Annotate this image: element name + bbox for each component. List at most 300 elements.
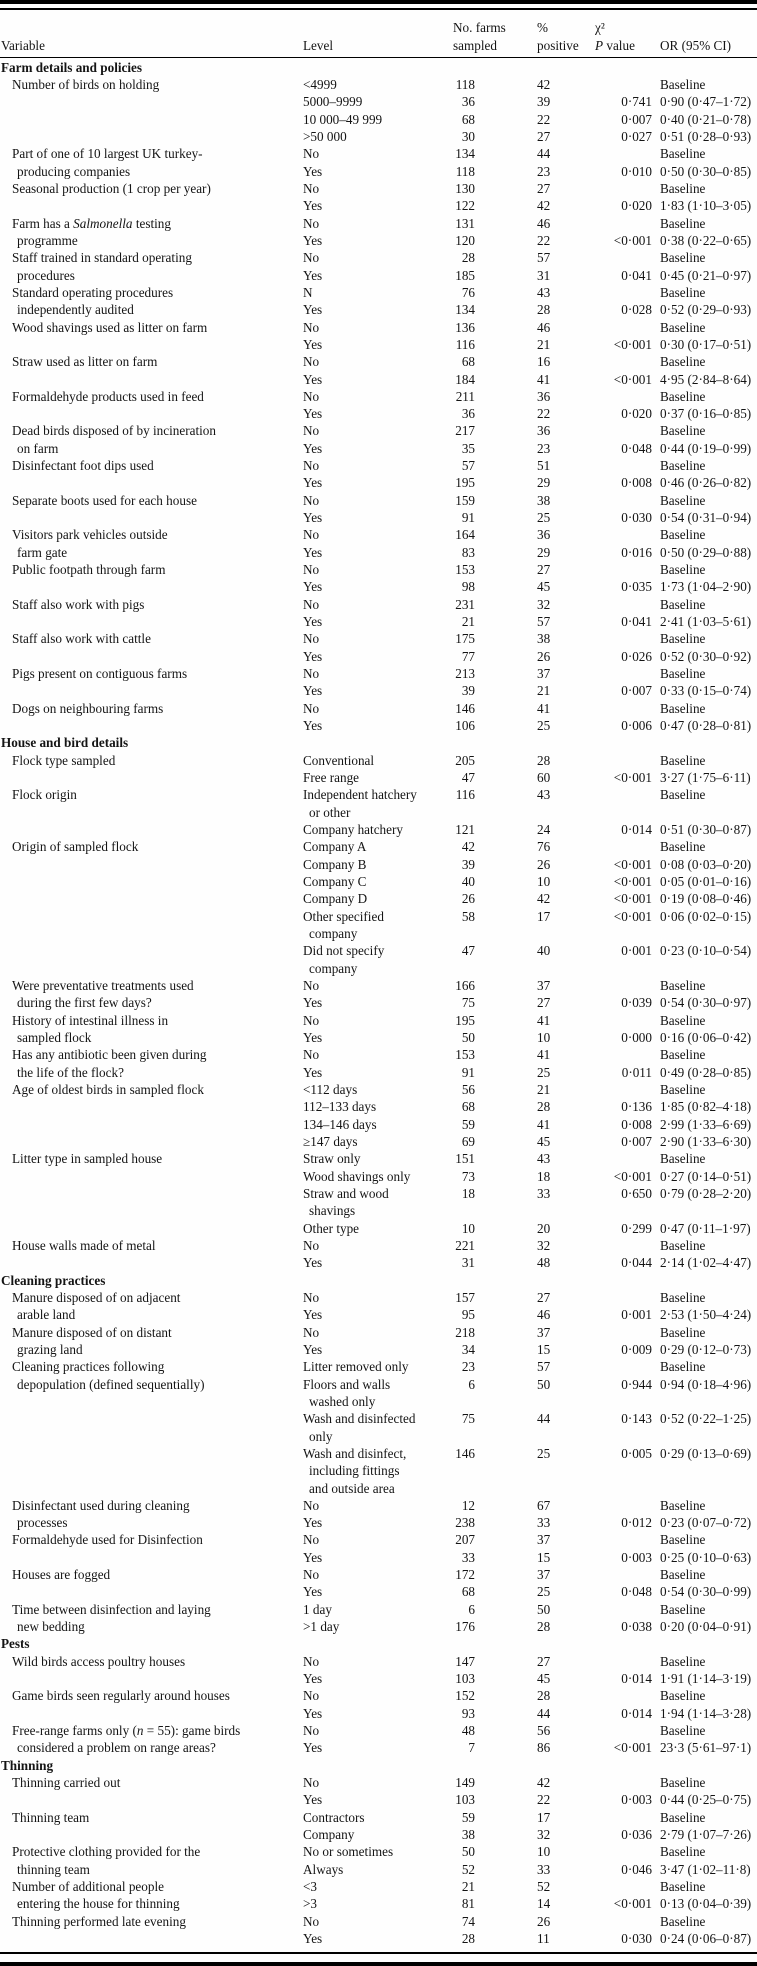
p-value-cell: [570, 838, 652, 855]
percent-positive-cell: 27: [537, 1653, 551, 1669]
p-value-cell: [570, 526, 652, 543]
percent-positive-cell: 37: [537, 666, 551, 682]
odds-ratio-cell: 0·29 (0·13–0·69): [660, 1445, 752, 1461]
variable-cell: independently audited: [17, 302, 134, 318]
farms-sampled-cell: 47: [461, 770, 475, 786]
table-row: [0, 215, 757, 232]
percent-positive-cell: 76: [537, 839, 551, 855]
percent-positive-cell: 43: [537, 284, 551, 300]
p-value-cell: [570, 353, 652, 370]
farms-sampled-cell: 91: [461, 510, 475, 526]
p-value-cell: [570, 1202, 652, 1219]
level-cell: >1 day: [303, 1619, 340, 1635]
percent-positive-cell: 42: [537, 891, 551, 907]
table-row: [0, 371, 757, 388]
p-value-cell: 0·001: [621, 1307, 652, 1323]
variable-cell: [0, 873, 303, 890]
level-cell: Yes: [303, 336, 323, 352]
farms-sampled-cell: 50: [461, 1029, 475, 1045]
percent-positive-cell: 23: [537, 440, 551, 456]
level-cell: and outside area: [309, 1480, 395, 1496]
level-cell: Company B: [303, 856, 367, 872]
table-row: [0, 1878, 757, 1895]
col-header-chi-line2: P value: [595, 37, 635, 53]
table-row: [0, 1549, 757, 1566]
p-value-cell: [570, 1653, 652, 1670]
farms-sampled-cell: 134: [455, 302, 475, 318]
odds-ratio-cell: 0·24 (0·06–0·87): [660, 1931, 752, 1947]
variable-cell: [0, 682, 303, 699]
odds-ratio-cell: 1·91 (1·14–3·19): [660, 1671, 752, 1687]
p-value-cell: 0·944: [621, 1376, 652, 1392]
farms-sampled-cell: 218: [455, 1324, 475, 1340]
variable-cell: [0, 717, 303, 734]
table-row: [0, 890, 757, 907]
level-cell: Other type: [303, 1220, 360, 1236]
p-value-cell: 0·048: [621, 1584, 652, 1600]
odds-ratio-cell: Baseline: [660, 284, 706, 300]
odds-ratio-cell: Baseline: [660, 562, 706, 578]
table-row: [0, 1531, 757, 1548]
farms-sampled-cell: 106: [455, 718, 475, 734]
p-value-cell: 0·014: [621, 822, 652, 838]
farms-sampled-cell: 7: [468, 1740, 475, 1756]
level-cell: Yes: [303, 1341, 323, 1357]
percent-positive-cell: 25: [537, 1584, 551, 1600]
farms-sampled-cell: 40: [461, 874, 475, 890]
odds-ratio-cell: 0·38 (0·22–0·65): [660, 232, 752, 248]
percent-positive-cell: [475, 960, 570, 977]
odds-ratio-cell: 0·23 (0·07–0·72): [660, 1515, 752, 1531]
variable-cell: [0, 1168, 303, 1185]
percent-positive-cell: 46: [537, 215, 551, 231]
level-cell: No: [303, 1775, 320, 1791]
p-value-cell: 0·008: [621, 1116, 652, 1132]
percent-positive-cell: 22: [537, 232, 551, 248]
level-cell: 10 000–49 999: [303, 111, 383, 127]
table-row: [0, 1809, 757, 1826]
level-cell: No or sometimes: [303, 1844, 394, 1860]
table-row: [0, 1791, 757, 1808]
farms-sampled-cell: 73: [461, 1168, 475, 1184]
variable-cell: [0, 128, 303, 145]
p-value-cell: 0·012: [621, 1515, 652, 1531]
farms-sampled-cell: 172: [455, 1567, 475, 1583]
farms-sampled-cell: 153: [455, 562, 475, 578]
percent-positive-cell: 16: [537, 354, 551, 370]
odds-ratio-cell: 2·14 (1·02–4·47): [660, 1255, 752, 1271]
col-header-chi-square-p-value: [570, 19, 652, 54]
odds-ratio-cell: 0·51 (0·30–0·87): [660, 822, 752, 838]
farms-sampled-cell: 121: [455, 822, 475, 838]
table-row: [0, 1358, 757, 1375]
p-value-cell: <0·001: [613, 1168, 652, 1184]
farms-sampled-cell: 36: [461, 94, 475, 110]
variable-cell: [0, 578, 303, 595]
level-cell: No: [303, 146, 320, 162]
farms-sampled-cell: 153: [455, 1047, 475, 1063]
variable-cell: [0, 1445, 303, 1462]
level-cell: Litter removed only: [303, 1359, 409, 1375]
odds-ratio-cell: 1·94 (1·14–3·28): [660, 1705, 752, 1721]
farms-sampled-cell: 6: [468, 1601, 475, 1617]
level-cell: No: [303, 977, 320, 993]
table-row: [0, 76, 757, 93]
percent-positive-cell: 50: [537, 1376, 551, 1392]
table-row: [0, 93, 757, 110]
level-cell: >3: [303, 1896, 318, 1912]
percent-positive-cell: 10: [537, 1029, 551, 1045]
odds-ratio-cell: 0·52 (0·22–1·25): [660, 1411, 752, 1427]
farms-sampled-cell: 118: [455, 76, 475, 92]
level-cell: No: [303, 596, 320, 612]
table-row: [0, 457, 757, 474]
farms-sampled-cell: 68: [461, 111, 475, 127]
percent-positive-cell: 15: [537, 1549, 551, 1565]
farms-sampled-cell: [440, 1393, 475, 1410]
table-row: [0, 1324, 757, 1341]
variable-cell: Thinning team: [12, 1809, 90, 1825]
variable-cell: [0, 890, 303, 907]
farms-sampled-cell: 36: [461, 406, 475, 422]
table-row: [0, 197, 757, 214]
odds-ratio-cell: Baseline: [660, 839, 706, 855]
level-cell: No: [303, 1532, 320, 1548]
farms-sampled-cell: 33: [461, 1549, 475, 1565]
farms-sampled-cell: 59: [461, 1116, 475, 1132]
table-row: [0, 128, 757, 145]
percent-positive-cell: 57: [537, 1359, 551, 1375]
farms-sampled-cell: 23: [461, 1359, 475, 1375]
odds-ratio-cell: 0·37 (0·16–0·85): [660, 406, 752, 422]
variable-cell: Wood shavings used as litter on farm: [12, 319, 208, 335]
variable-cell: Flock origin: [12, 787, 77, 803]
percent-positive-cell: 57: [537, 614, 551, 630]
p-value-cell: 0·028: [621, 302, 652, 318]
percent-positive-cell: 18: [537, 1168, 551, 1184]
percent-positive-cell: 45: [537, 579, 551, 595]
farms-sampled-cell: 52: [461, 1861, 475, 1877]
farms-sampled-cell: 231: [455, 596, 475, 612]
variable-cell: [0, 1098, 303, 1115]
percent-positive-cell: 25: [537, 718, 551, 734]
level-cell: company: [309, 960, 358, 976]
level-cell: Wash and disinfect,: [303, 1445, 407, 1461]
farms-sampled-cell: 175: [455, 631, 475, 647]
level-cell: No: [303, 423, 320, 439]
odds-ratio-cell: Baseline: [660, 527, 706, 543]
variable-cell: [0, 1185, 303, 1202]
variable-cell: Separate boots used for each house: [12, 492, 197, 508]
variable-cell: [0, 1133, 303, 1150]
table-row: [0, 561, 757, 578]
odds-ratio-cell: 1·83 (1·10–3·05): [660, 198, 752, 214]
col-header-positive-line2: positive: [537, 37, 579, 53]
table-row: [0, 1462, 757, 1479]
table-row: [0, 1445, 757, 1462]
variable-cell: the life of the flock?: [17, 1064, 124, 1080]
p-value-cell: [570, 1843, 652, 1860]
variable-cell: entering the house for thinning: [17, 1896, 180, 1912]
level-cell: No: [303, 1913, 320, 1929]
percent-positive-cell: 45: [537, 1671, 551, 1687]
percent-positive-cell: 42: [537, 198, 551, 214]
p-value-cell: 0·006: [621, 718, 652, 734]
odds-ratio-cell: 0·51 (0·28–0·93): [660, 128, 752, 144]
level-cell: Straw only: [303, 1151, 361, 1167]
farms-sampled-cell: 116: [455, 336, 475, 352]
percent-positive-cell: 48: [537, 1255, 551, 1271]
level-cell: No: [303, 180, 320, 196]
p-value-cell: 0·044: [621, 1255, 652, 1271]
table-row: [0, 1861, 757, 1878]
variable-cell: new bedding: [17, 1619, 85, 1635]
farms-sampled-cell: 68: [461, 1584, 475, 1600]
p-value-cell: 0·650: [621, 1185, 652, 1201]
table-row: [0, 648, 757, 665]
percent-positive-cell: 40: [537, 943, 551, 959]
p-value-cell: [570, 1428, 652, 1445]
variable-cell: [0, 856, 303, 873]
col-header-chi-line1: χ²: [595, 20, 605, 36]
col-header-positive-line1: %: [537, 20, 548, 36]
variable-cell: Number of additional people: [12, 1879, 164, 1895]
level-cell: No: [303, 215, 320, 231]
p-value-cell: 0·010: [621, 163, 652, 179]
variable-cell: [0, 613, 303, 630]
variable-cell: [0, 1220, 303, 1237]
variable-cell: [0, 1428, 303, 1445]
farms-sampled-cell: 147: [455, 1653, 475, 1669]
farms-sampled-cell: 207: [455, 1532, 475, 1548]
level-cell: Yes: [303, 475, 323, 491]
odds-ratio-cell: Baseline: [660, 1324, 706, 1340]
farms-sampled-cell: 217: [455, 423, 475, 439]
variable-cell: [0, 509, 303, 526]
percent-positive-cell: 26: [537, 1913, 551, 1929]
farms-sampled-cell: 120: [455, 232, 475, 248]
p-value-cell: [570, 1237, 652, 1254]
p-value-cell: 0·007: [621, 111, 652, 127]
farms-sampled-cell: 42: [461, 839, 475, 855]
variable-cell: producing companies: [17, 163, 131, 179]
level-cell: No: [303, 1723, 320, 1739]
table-row: [0, 422, 757, 439]
level-cell: Yes: [303, 579, 323, 595]
odds-ratio-cell: Baseline: [660, 1289, 706, 1305]
col-header-level-label: Level: [303, 37, 334, 53]
level-cell: Yes: [303, 198, 323, 214]
percent-positive-cell: 37: [537, 1567, 551, 1583]
variable-cell: Public footpath through farm: [12, 562, 166, 578]
variable-cell: Farm has a Salmonella testing: [12, 215, 171, 231]
odds-ratio-cell: 0·54 (0·30–0·99): [660, 1584, 752, 1600]
odds-ratio-cell: Baseline: [660, 787, 706, 803]
odds-ratio-cell: Baseline: [660, 1012, 706, 1028]
level-cell: Yes: [303, 302, 323, 318]
odds-ratio-cell: 0·50 (0·29–0·88): [660, 544, 752, 560]
farms-sampled-cell: 152: [455, 1688, 475, 1704]
farms-sampled-cell: 195: [455, 1012, 475, 1028]
p-value-cell: 0·035: [621, 579, 652, 595]
table-row: [0, 1895, 757, 1912]
odds-ratio-cell: 4·95 (2·84–8·64): [660, 371, 752, 387]
table-row: [0, 1289, 757, 1306]
percent-positive-cell: 51: [537, 458, 551, 474]
level-cell: Other specified: [303, 908, 384, 924]
p-value-cell: [570, 665, 652, 682]
table-row: [0, 1739, 757, 1756]
percent-positive-cell: 41: [537, 700, 551, 716]
percent-positive-cell: 27: [537, 995, 551, 1011]
percent-positive-cell: 36: [537, 527, 551, 543]
p-value-cell: 0·003: [621, 1549, 652, 1565]
variable-cell: [0, 1254, 303, 1271]
level-cell: No: [303, 1289, 320, 1305]
variable-cell: [0, 925, 303, 942]
farms-sampled-cell: [440, 960, 475, 977]
table-row: [0, 1237, 757, 1254]
odds-ratio-cell: [652, 804, 757, 821]
variable-cell: Age of oldest birds in sampled flock: [12, 1081, 204, 1097]
level-cell: No: [303, 1688, 320, 1704]
odds-ratio-cell: 2·79 (1·07–7·26): [660, 1827, 752, 1843]
percent-positive-cell: 10: [537, 1844, 551, 1860]
variable-cell: depopulation (defined sequentially): [17, 1376, 205, 1392]
farms-sampled-cell: 213: [455, 666, 475, 682]
farms-sampled-cell: 30: [461, 128, 475, 144]
p-value-cell: [570, 1722, 652, 1739]
percent-positive-cell: 50: [537, 1601, 551, 1617]
variable-cell: [0, 1116, 303, 1133]
level-cell: Yes: [303, 995, 323, 1011]
farms-sampled-cell: 146: [455, 1445, 475, 1461]
percent-positive-cell: 67: [537, 1497, 551, 1513]
p-value-cell: 0·003: [621, 1792, 652, 1808]
table-row: [0, 353, 757, 370]
table-row: [0, 405, 757, 422]
p-value-cell: 0·011: [621, 1064, 652, 1080]
variable-cell: arable land: [17, 1307, 76, 1323]
level-cell: Straw and wood: [303, 1185, 389, 1201]
odds-ratio-cell: 0·79 (0·28–2·20): [660, 1185, 752, 1201]
level-cell: No: [303, 1324, 320, 1340]
farms-sampled-cell: 6: [468, 1376, 475, 1392]
p-value-cell: [570, 1012, 652, 1029]
percent-positive-cell: [475, 925, 570, 942]
p-value-cell: <0·001: [613, 336, 652, 352]
table-row: [0, 856, 757, 873]
col-header-level: [303, 37, 440, 54]
percent-positive-cell: 27: [537, 1289, 551, 1305]
variable-cell: [0, 804, 303, 821]
variable-cell: sampled flock: [17, 1029, 92, 1045]
variable-cell: Origin of sampled flock: [12, 839, 139, 855]
percent-positive-cell: 41: [537, 1047, 551, 1063]
level-cell: >50 000: [303, 128, 347, 144]
level-cell: No: [303, 1497, 320, 1513]
odds-ratio-cell: 0·05 (0·01–0·16): [660, 874, 752, 890]
table-row: [0, 613, 757, 630]
table-row: [0, 1653, 757, 1670]
level-cell: Yes: [303, 371, 323, 387]
level-cell: <112 days: [303, 1081, 358, 1097]
table-row: [0, 977, 757, 994]
p-value-cell: [570, 422, 652, 439]
odds-ratio-cell: Baseline: [660, 1497, 706, 1513]
p-value-cell: [570, 1913, 652, 1930]
odds-ratio-cell: 2·53 (1·50–4·24): [660, 1307, 752, 1323]
farms-sampled-cell: [440, 925, 475, 942]
table-row: [0, 682, 757, 699]
level-cell: <3: [303, 1879, 318, 1895]
variable-cell: Pigs present on contiguous farms: [12, 666, 188, 682]
farms-sampled-cell: 103: [455, 1792, 475, 1808]
variable-cell: Dead birds disposed of by incineration: [12, 423, 216, 439]
variable-cell: Were preventative treatments used: [12, 977, 194, 993]
p-value-cell: 0·026: [621, 648, 652, 664]
percent-positive-cell: 33: [537, 1185, 551, 1201]
farms-sampled-cell: 69: [461, 1133, 475, 1149]
farms-sampled-cell: 77: [461, 648, 475, 664]
odds-ratio-cell: 0·27 (0·14–0·51): [660, 1168, 752, 1184]
farms-sampled-cell: 98: [461, 579, 475, 595]
level-cell: No: [303, 1653, 320, 1669]
percent-positive-cell: 10: [537, 874, 551, 890]
percent-positive-cell: 17: [537, 908, 551, 924]
p-value-cell: [570, 1774, 652, 1791]
section-header-row: [0, 734, 757, 751]
farms-sampled-cell: 21: [461, 614, 475, 630]
odds-ratio-cell: Baseline: [660, 1653, 706, 1669]
table-row: [0, 544, 757, 561]
percent-positive-cell: 28: [537, 1688, 551, 1704]
table-row: [0, 1705, 757, 1722]
p-value-cell: 0·036: [621, 1827, 652, 1843]
percent-positive-cell: 38: [537, 631, 551, 647]
p-value-cell: [570, 1531, 652, 1548]
section-title: Cleaning practices: [1, 1272, 106, 1288]
percent-positive-cell: 25: [537, 510, 551, 526]
percent-positive-cell: [475, 804, 570, 821]
farms-sampled-cell: 35: [461, 440, 475, 456]
table-row: [0, 994, 757, 1011]
variable-cell: [0, 1930, 303, 1947]
odds-ratio-cell: Baseline: [660, 1913, 706, 1929]
percent-positive-cell: [475, 1480, 570, 1497]
percent-positive-cell: 31: [537, 267, 551, 283]
farms-sampled-cell: [440, 1462, 475, 1479]
odds-ratio-cell: Baseline: [660, 250, 706, 266]
table-row: [0, 1514, 757, 1531]
percent-positive-cell: 45: [537, 1133, 551, 1149]
table-row: [0, 526, 757, 543]
level-cell: Yes: [303, 648, 323, 664]
level-cell: Wash and disinfected: [303, 1411, 416, 1427]
level-cell: washed only: [309, 1393, 376, 1409]
odds-ratio-cell: Baseline: [660, 596, 706, 612]
level-cell: Yes: [303, 267, 323, 283]
farms-sampled-cell: 185: [455, 267, 475, 283]
p-value-cell: [570, 786, 652, 803]
variable-cell: [0, 111, 303, 128]
table-row: [0, 1150, 757, 1167]
table-row: [0, 665, 757, 682]
level-cell: Yes: [303, 510, 323, 526]
table-row: [0, 1618, 757, 1635]
p-value-cell: 0·741: [621, 94, 652, 110]
table-row: [0, 319, 757, 336]
